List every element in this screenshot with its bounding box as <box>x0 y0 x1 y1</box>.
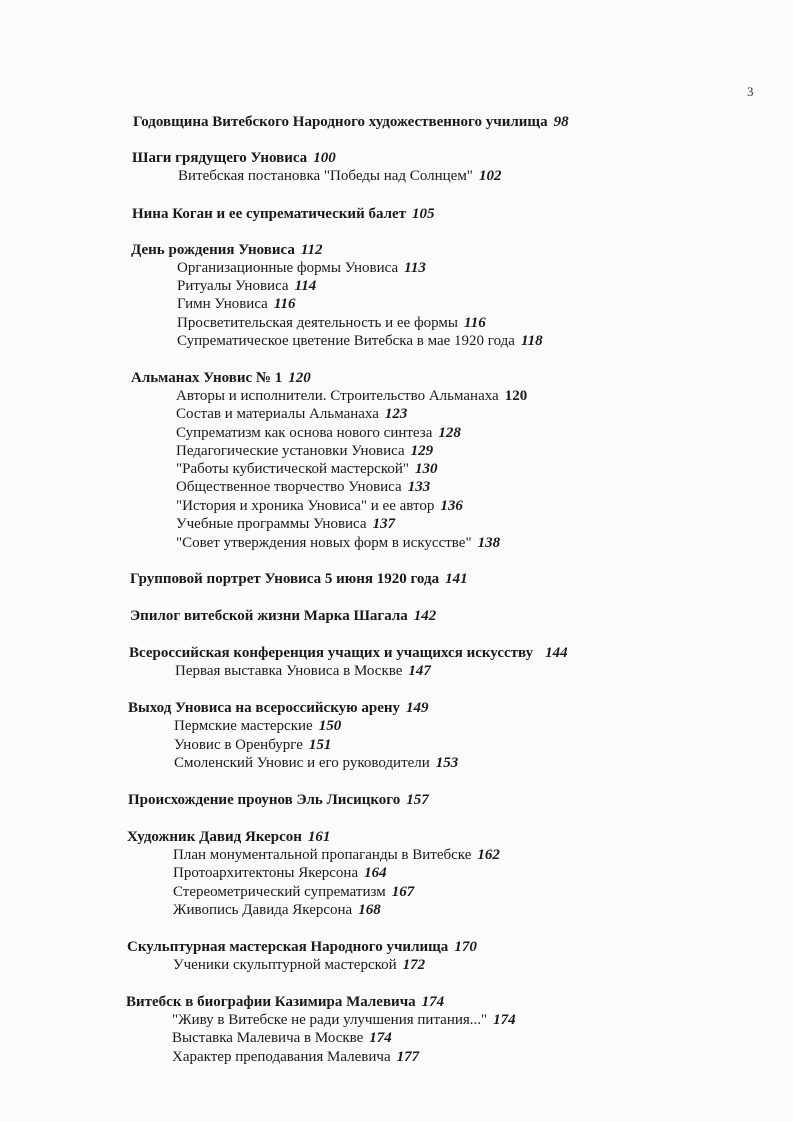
toc-entry <box>133 113 569 131</box>
toc-entry-title: Витебск в биографии Казимира Малевича <box>126 994 416 1010</box>
toc-entry-title: Учебные программы Уновиса <box>176 516 367 532</box>
toc-entry-title: Просветительская деятельность и ее формы <box>177 315 459 331</box>
toc-entry-page: 142 <box>413 608 437 624</box>
toc-entry <box>176 497 463 515</box>
toc-entry-page: 113 <box>404 260 426 276</box>
toc-entry-page: 174 <box>493 1012 516 1028</box>
toc-entry-title: Гимн Уновиса <box>177 296 268 312</box>
toc-entry-title: Пермские мастерские <box>174 718 313 734</box>
toc-entry <box>172 1011 516 1029</box>
toc-entry-title: Происхождение проунов Эль Лисицкого <box>128 792 401 808</box>
toc-entry-page: 177 <box>396 1049 420 1065</box>
toc-entry <box>174 736 331 754</box>
toc-entry-title: Шаги грядущего Уновиса <box>132 150 308 166</box>
toc-entry-title: Ритуалы Уновиса <box>177 278 289 294</box>
toc-entry-title: "Живу в Витебске не ради улучшения питания..." <box>172 1012 488 1028</box>
toc-entry <box>172 1029 392 1047</box>
toc-entry <box>129 644 568 662</box>
toc-entry-page: 116 <box>464 315 486 331</box>
toc-entry <box>176 534 500 552</box>
toc-entry <box>176 442 433 460</box>
toc-entry-page: 164 <box>364 865 387 881</box>
toc-entry-title: Скульптурная мастерская Народного училища <box>127 939 449 955</box>
toc-entry-title: Стереометрический супрематизм <box>173 884 386 900</box>
toc-entry-page: 150 <box>318 718 342 734</box>
toc-entry-title: "Совет утверждения новых форм в искусстве" <box>176 535 472 551</box>
toc-entry-page: 157 <box>406 792 429 808</box>
toc-entry-title: День рождения Уновиса <box>131 242 295 258</box>
toc-entry <box>127 828 330 846</box>
toc-entry-page: 102 <box>478 168 502 184</box>
toc-entry-title: Состав и материалы Альманаха <box>176 406 379 422</box>
toc-entry-page: 170 <box>454 939 477 955</box>
toc-entry <box>175 662 431 680</box>
toc-entry <box>172 1048 419 1066</box>
toc-entry-title: Выставка Малевича в Москве <box>172 1030 364 1046</box>
toc-entry <box>128 699 429 717</box>
toc-entry <box>132 205 435 223</box>
toc-entry <box>177 259 426 277</box>
toc-entry <box>173 901 381 919</box>
toc-entry <box>173 956 425 974</box>
toc-entry-page: 120 <box>288 370 311 386</box>
toc-entry-page: 120 <box>504 388 528 404</box>
toc-entry-title: Первая выставка Уновиса в Москве <box>175 663 403 679</box>
toc-entry <box>176 515 395 533</box>
toc-entry <box>176 424 461 442</box>
toc-entry <box>176 405 407 423</box>
toc-entry-page: 112 <box>300 242 323 258</box>
toc-entry-page: 174 <box>369 1030 392 1046</box>
toc-entry-page: 147 <box>408 663 431 679</box>
toc-entry-page: 149 <box>406 700 429 716</box>
toc-entry-page: 172 <box>402 957 426 973</box>
toc-entry-title: План монументальной пропаганды в Витебске <box>173 847 472 863</box>
toc-entry-page: 133 <box>407 479 431 495</box>
toc-entry-page: 136 <box>440 498 463 514</box>
page-number: 3 <box>747 84 754 99</box>
toc-entry-title: Супрематическое цветение Витебска в мае 1920 года <box>177 333 515 349</box>
toc-entry-title: Живопись Давида Якерсона <box>173 902 353 918</box>
toc-entry-page: 137 <box>372 516 396 532</box>
toc-entry-title: Уновис в Оренбурге <box>174 737 303 753</box>
toc-entry-title: Педагогические установки Уновиса <box>176 443 405 459</box>
toc-entry <box>130 570 468 588</box>
toc-entry-page: 144 <box>545 645 568 661</box>
toc-entry-page: 130 <box>415 461 438 477</box>
toc-entry <box>174 754 458 772</box>
toc-entry-page: 161 <box>307 829 331 845</box>
toc-entry-page: 128 <box>438 425 461 441</box>
toc-entry <box>127 938 477 956</box>
toc-entry-title: Протоархитектоны Якерсона <box>173 865 359 881</box>
toc-entry <box>177 295 296 313</box>
toc-entry <box>174 717 341 735</box>
toc-entry-page: 114 <box>294 278 317 294</box>
toc-entry-title: Общественное творчество Уновиса <box>176 479 402 495</box>
toc-entry-title: Годовщина Витебского Народного художественного училища <box>133 114 548 130</box>
toc-entry <box>176 460 438 478</box>
toc-entry-title: Смоленский Уновис и его руководители <box>174 755 430 771</box>
toc-entry-page: 129 <box>410 443 434 459</box>
toc-entry <box>176 478 430 496</box>
toc-entry <box>126 993 444 1011</box>
toc-entry <box>177 277 316 295</box>
toc-entry-page: 123 <box>384 406 408 422</box>
toc-entry-page: 138 <box>477 535 501 551</box>
toc-entry <box>177 332 543 350</box>
toc-entry-title: Ученики скульптурной мастерской <box>173 957 397 973</box>
toc-entry <box>173 846 500 864</box>
toc-entry <box>131 241 323 259</box>
toc-entry-page: 98 <box>553 114 569 130</box>
toc-entry <box>173 883 414 901</box>
toc-entry-page: 174 <box>421 994 445 1010</box>
toc-entry-page: 153 <box>435 755 459 771</box>
toc-entry <box>176 387 527 405</box>
toc-entry-title: Художник Давид Якерсон <box>127 829 302 845</box>
toc-entry-page: 105 <box>412 206 435 222</box>
toc-entry-title: Эпилог витебской жизни Марка Шагала <box>130 608 408 624</box>
toc-entry <box>130 607 436 625</box>
toc-entry <box>131 369 311 387</box>
toc-entry-title: Альманах Уновис № 1 <box>131 370 283 386</box>
toc-entry-title: Витебская постановка "Победы над Солнцем" <box>178 168 473 184</box>
toc-entry-page: 118 <box>520 333 543 349</box>
toc-entry-title: Выход Уновиса на всероссийскую арену <box>128 700 400 716</box>
toc-entry-title: Супрематизм как основа нового синтеза <box>176 425 433 441</box>
toc-entry-page: 168 <box>358 902 381 918</box>
toc-entry-page: 162 <box>477 847 500 863</box>
toc-entry-title: Авторы и исполнители. Строительство Альманаха <box>176 388 499 404</box>
toc-entry <box>178 167 501 185</box>
toc-entry-page: 116 <box>273 296 296 312</box>
toc-entry-title: "История и хроника Уновиса" и ее автор <box>176 498 435 514</box>
toc-entry-page: 151 <box>308 737 332 753</box>
toc-entry-page: 141 <box>445 571 468 587</box>
toc-entry <box>173 864 387 882</box>
toc-entry-title: "Работы кубистической мастерской" <box>176 461 410 477</box>
toc-entry-title: Всероссийская конференция учащих и учащихся искусству <box>129 645 534 661</box>
toc-entry-title: Характер преподавания Малевича <box>172 1049 391 1065</box>
toc-entry <box>177 314 486 332</box>
toc-entry-title: Организационные формы Уновиса <box>177 260 399 276</box>
toc-entry-title: Групповой портрет Уновиса 5 июня 1920 года <box>130 571 440 587</box>
toc-entry-page: 167 <box>391 884 415 900</box>
toc-entry-page: 100 <box>313 150 336 166</box>
toc-entry-title: Нина Коган и ее супрематический балет <box>132 206 407 222</box>
toc-entry <box>132 149 336 167</box>
toc-entry <box>128 791 429 809</box>
